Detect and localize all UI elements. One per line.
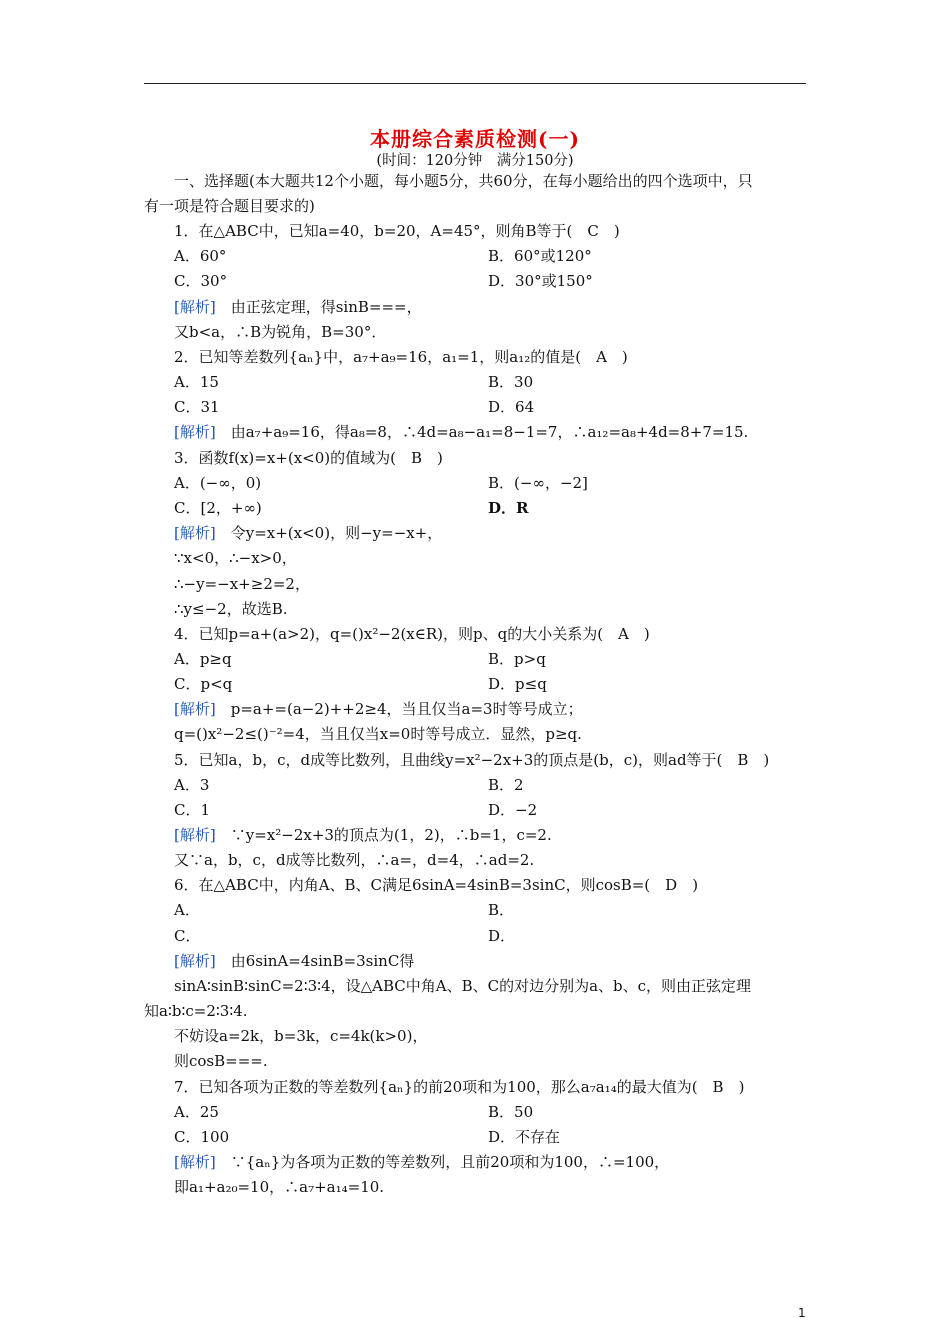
section-heading-line2: 有一项是符合题目要求的) [144,197,315,215]
q3-option-d: D．R [488,499,529,517]
q3-solution-line3: ∴−y=−x+≥2=2， [174,575,310,593]
q5-option-d: D．−2 [488,801,538,819]
q3-solution-text: 令y=x+(x<0)，则−y=−x+， [230,524,443,542]
q4-stem: 4．已知p=a+(a>2)，q=()x²−2(x∈R)，则p、q的大小关系为( A ) [174,625,650,643]
page-title: 本册综合素质检测(一) [370,127,580,151]
q3-solution-line4: ∴y≤−2，故选B. [174,600,288,618]
q6-option-a: A． [174,901,200,919]
q7-solution-line2: 即a₁+a₂₀=10，∴a₇+a₁₄=10. [174,1178,385,1196]
q6-solution-line5: 则cosB===. [174,1052,268,1070]
q1-solution-line2: 又b<a，∴B为锐角，B=30°． [174,323,387,341]
q3-option-b: B．(−∞，−2] [488,474,588,492]
q2-solution-line1 [174,422,748,442]
header-rule [144,83,806,84]
solution-tag: [解析] [174,423,216,441]
q2-option-a: A．15 [174,373,219,391]
q6-solution-line3: 知a∶b∶c=2∶3∶4. [144,1002,248,1020]
q3-option-a: A．(−∞，0) [174,474,262,492]
q1-option-b: B．60°或120° [488,247,592,265]
q3-stem: 3．函数f(x)=x+(x<0)的值域为( B ) [174,449,443,467]
q1-solution-line1 [174,297,422,317]
q6-option-b: B． [488,901,515,919]
q6-option-c: C． [174,927,201,945]
q2-solution-text: 由a₇+a₉=16，得a₈=8，∴4d=a₈−a₁=8−1=7，∴a₁₂=a₈+4d=8+7=15. [230,423,749,441]
q1-option-a: A．60° [174,247,227,265]
solution-tag: [解析] [174,952,216,970]
q7-stem: 7．已知各项为正数的等差数列{aₙ}的前20项和为100，那么a₇a₁₄的最大值为( B ) [174,1078,745,1096]
q5-option-b: B．2 [488,776,524,794]
q5-stem: 5．已知a，b，c，d成等比数列，且曲线y=x²−2x+3的顶点是(b，c)，则ad等于( B ) [174,751,770,769]
q4-option-c: C．p<q [174,675,233,693]
q6-option-d: D． [488,927,516,945]
q7-solution-line1 [174,1152,669,1172]
q6-solution-line2: sinA∶sinB∶sinC=2∶3∶4，设△ABC中角A、B、C的对边分别为a、b、c，则由正弦定理 [174,977,752,995]
q1-option-c: C．30° [174,272,228,290]
q7-option-d: D．不存在 [488,1128,561,1146]
section-heading-line1: 一、选择题(本大题共12个小题，每小题5分，共60分，在每小题给出的四个选项中，只 [174,172,753,190]
q1-option-d: D．30°或150° [488,272,593,290]
q2-stem: 2．已知等差数列{aₙ}中，a₇+a₉=16，a₁=1，则a₁₂的值是( A ) [174,348,628,366]
q6-stem: 6．在△ABC中，内角A、B、C满足6sinA=4sinB=3sinC，则cosB=( D ) [174,876,699,894]
q4-solution-line1 [174,699,583,719]
page-subtitle: (时间：120分钟 满分150分) [376,153,574,169]
q6-solution-text: 由6sinA=4sinB=3sinC得 [230,952,415,970]
solution-tag: [解析] [174,298,216,316]
q7-option-c: C．100 [174,1128,230,1146]
q1-solution-text: 由正弦定理，得sinB===， [230,298,422,316]
q3-solution-line1 [174,523,442,543]
q3-option-c: C．[2，+∞) [174,499,262,517]
q6-solution-line4: 不妨设a=2k，b=3k，c=4k(k>0)， [174,1027,428,1045]
q3-solution-line2: ∵x<0，∴−x>0， [174,549,297,567]
solution-tag: [解析] [174,524,216,542]
q7-option-b: B．50 [488,1103,534,1121]
q1-stem: 1．在△ABC中，已知a=40，b=20，A=45°，则角B等于( C ) [174,222,620,240]
solution-tag: [解析] [174,1153,216,1171]
q4-option-d: D．p≤q [488,675,547,693]
q2-option-c: C．31 [174,398,220,416]
q2-option-b: B．30 [488,373,534,391]
q4-option-b: B．p>q [488,650,546,668]
solution-tag: [解析] [174,826,216,844]
page-number: 1 [798,1306,806,1320]
q7-option-a: A．25 [174,1103,219,1121]
solution-tag: [解析] [174,700,216,718]
q4-solution-line2: q=()x²−2≤()⁻²=4，当且仅当x=0时等号成立．显然，p≥q. [174,725,582,743]
q5-solution-line1 [174,825,552,845]
q5-option-a: A．3 [174,776,210,794]
q5-option-c: C．1 [174,801,211,819]
q6-solution-line1 [174,951,414,971]
q5-solution-text: ∵y=x²−2x+3的顶点为(1，2)，∴b=1，c=2. [230,826,552,844]
q5-solution-line2: 又∵a，b，c，d成等比数列，∴a=，d=4，∴ad=2. [174,851,535,869]
q7-solution-text: ∵{aₙ}为各项为正数的等差数列，且前20项和为100，∴=100， [230,1153,670,1171]
q4-solution-text: p=a+=(a−2)++2≥4，当且仅当a=3时等号成立； [230,700,583,718]
q4-option-a: A．p≥q [174,650,232,668]
q2-option-d: D．64 [488,398,535,416]
